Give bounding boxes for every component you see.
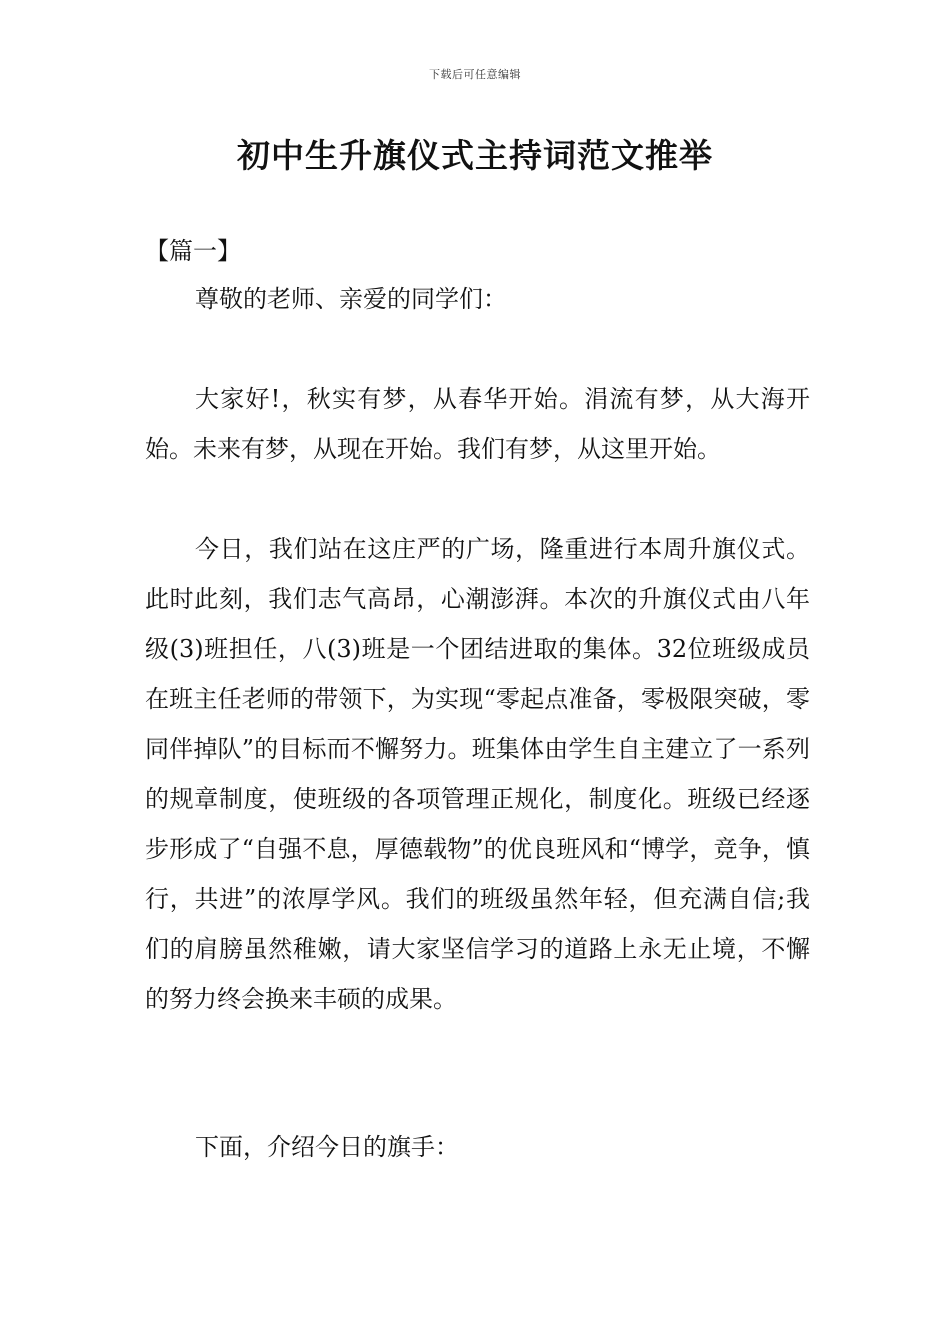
section-label: 【篇一】 <box>145 237 241 265</box>
paragraph: 下面，介绍今日的旗手： <box>195 1133 459 1161</box>
document-title: 初中生升旗仪式主持词范文推举 <box>237 136 713 175</box>
paragraph: 大家好!，秋实有梦，从春华开始。涓流有梦，从大海开始。未来有梦，从现在开始。我们有梦，从这里开始。 <box>145 385 810 463</box>
header-note: 下载后可任意编辑 <box>429 68 521 81</box>
greeting: 尊敬的老师、亲爱的同学们： <box>195 285 507 313</box>
paragraph: 今日，我们站在这庄严的广场，隆重进行本周升旗仪式。此时此刻，我们志气高昂，心潮澎湃。本次的升旗仪式由八年级(3)班担任，八(3)班是一个团结进取的集体。32位班级成员在班主任老师的带领下，为实现“零起点准备，零极限突破，零同伴掉队”的目标而不懈努力。班集体由学生自主建立了一系列的规章制度，使班级的各项管理正规化，制度化。班级已经逐步形成了“自强不息，厚德载物”的优良班风和“博学，竞争，慎行，共进”的浓厚学风。我们的班级虽然年轻，但充满自信;我们的肩膀虽然稚嫩，请大家坚信学习的道路上永无止境，不懈的努力终会换来丰硕的成果。 <box>145 535 810 1013</box>
